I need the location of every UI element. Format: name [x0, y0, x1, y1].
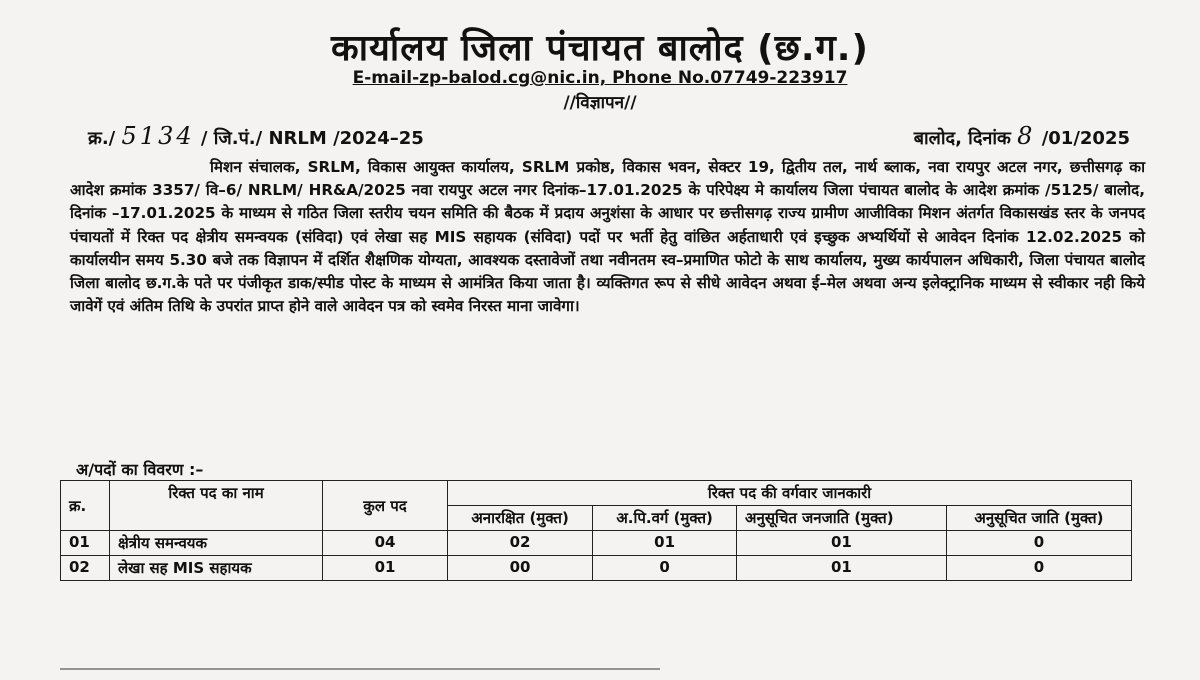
posts-table — [60, 480, 1132, 581]
row-total: 04 — [323, 531, 448, 556]
place-date-prefix: बालोद, दिनांक — [913, 128, 1018, 149]
row-serial: 01 — [61, 531, 110, 556]
place-date — [914, 122, 1130, 150]
row-post-name: लेखा सह MIS सहायक — [110, 556, 323, 581]
row-sc: 0 — [946, 556, 1131, 581]
row-st: 01 — [737, 556, 947, 581]
row-st: 01 — [737, 531, 947, 556]
section-heading: अ/पदों का विवरण :– — [76, 460, 204, 479]
reference-number — [88, 122, 424, 150]
header-post-name: रिक्त पद का नाम — [110, 481, 323, 531]
handwritten-day: 8 — [1017, 122, 1036, 150]
header-unreserved: अनारक्षित (मुक्त) — [448, 506, 593, 531]
header-serial: क्र. — [61, 481, 110, 531]
row-unreserved: 02 — [448, 531, 593, 556]
handwritten-number: 5134 — [121, 122, 195, 150]
header-st: अनुसूचित जनजाति (मुक्त) — [737, 506, 947, 531]
reference-prefix: क्र./ — [88, 128, 116, 149]
table-row — [61, 556, 1132, 581]
office-title: कार्यालय जिला पंचायत बालोद (छ.ग.) — [331, 28, 869, 69]
row-serial: 02 — [61, 556, 110, 581]
row-sc: 0 — [946, 531, 1131, 556]
header-total-posts: कुल पद — [323, 481, 448, 531]
row-obc: 01 — [593, 531, 737, 556]
row-post-name: क्षेत्रीय समन्वयक — [110, 531, 323, 556]
row-unreserved: 00 — [448, 556, 593, 581]
row-total: 01 — [323, 556, 448, 581]
contact-line: E-mail-zp-balod.cg@nic.in, Phone No.07749-223917 — [352, 68, 848, 88]
header-sc: अनुसूचित जाति (मुक्त) — [946, 506, 1131, 531]
cropped-next-line — [60, 668, 660, 680]
table-header-row-1 — [61, 481, 1132, 506]
table-row — [61, 531, 1132, 556]
reference-suffix: / जि.पं./ NRLM /2024–25 — [200, 128, 424, 149]
row-obc: 0 — [593, 556, 737, 581]
header-category-group: रिक्त पद की वर्गवार जानकारी — [448, 481, 1132, 506]
date-suffix: /01/2025 — [1041, 128, 1130, 149]
advertisement-label: //विज्ञापन// — [563, 93, 637, 113]
body-paragraph-text: मिशन संचालक, SRLM, विकास आयुक्त कार्यालय, SRLM प्रकोष्ठ, विकास भवन, सेक्टर 19, द्वितीय तल, नार्थ ब्लाक, नवा रायपुर अटल नगर, छत्तीसगढ़ का आदेश क्रमांक 3357/ वि–6/ NRLM/ HR&A/2025 नवा रायपुर अटल नगर दिनांक–17.01.2025 के परिपेक्ष्य मे कार्यालय जिला पंचायत बालोद के आदेश क्रमांक /5125/ बालोद, दिनांक –17.01.2025 के माध्यम से गठित जिला स्तरीय चयन समिति की बैठक में प्रदाय अनुशंसा के आधार पर छत्तीसगढ़ राज्य ग्रामीण आजीविका मिशन अंतर्गत विकासखंड स्तर के जनपद पंचायतों में रिक्त पद क्षेत्रीय समन्वयक (संविदा) एवं लेखा सह MIS सहायक (संविदा) पदों पर भर्ती हेतु वांछित अर्हताधारी एवं इच्छुक अभ्यर्थियों से आवेदन दिनांक 12.02.2025 को कार्यालयीन समय 5.30 बजे तक विज्ञापन में दर्शित शैक्षणिक योग्यता, आवश्यक दस्तावेजों तथा नवीनतम स्व–प्रमाणित फोटो के साथ कार्यालय, मुख्य कार्यपालन अधिकारी, जिला पंचायत बालोद जिला बालोद छ.ग.के पते पर पंजीकृत डाक/स्पीड पोस्ट के माध्यम से आमंत्रित किया जाता है। व्यक्तिगत रूप से सीधे आवेदन अथवा ई–मेल अथवा अन्य इलेक्ट्रानिक माध्यम से स्वीकार नही किये जावेगें एवं अंतिम तिथि के उपरांत प्राप्त होने वाले आवेदन पत्र को स्वमेव निरस्त माना जावेगा। — [70, 158, 1145, 316]
header-obc: अ.पि.वर्ग (मुक्त) — [593, 506, 737, 531]
body-paragraph — [70, 156, 1145, 318]
